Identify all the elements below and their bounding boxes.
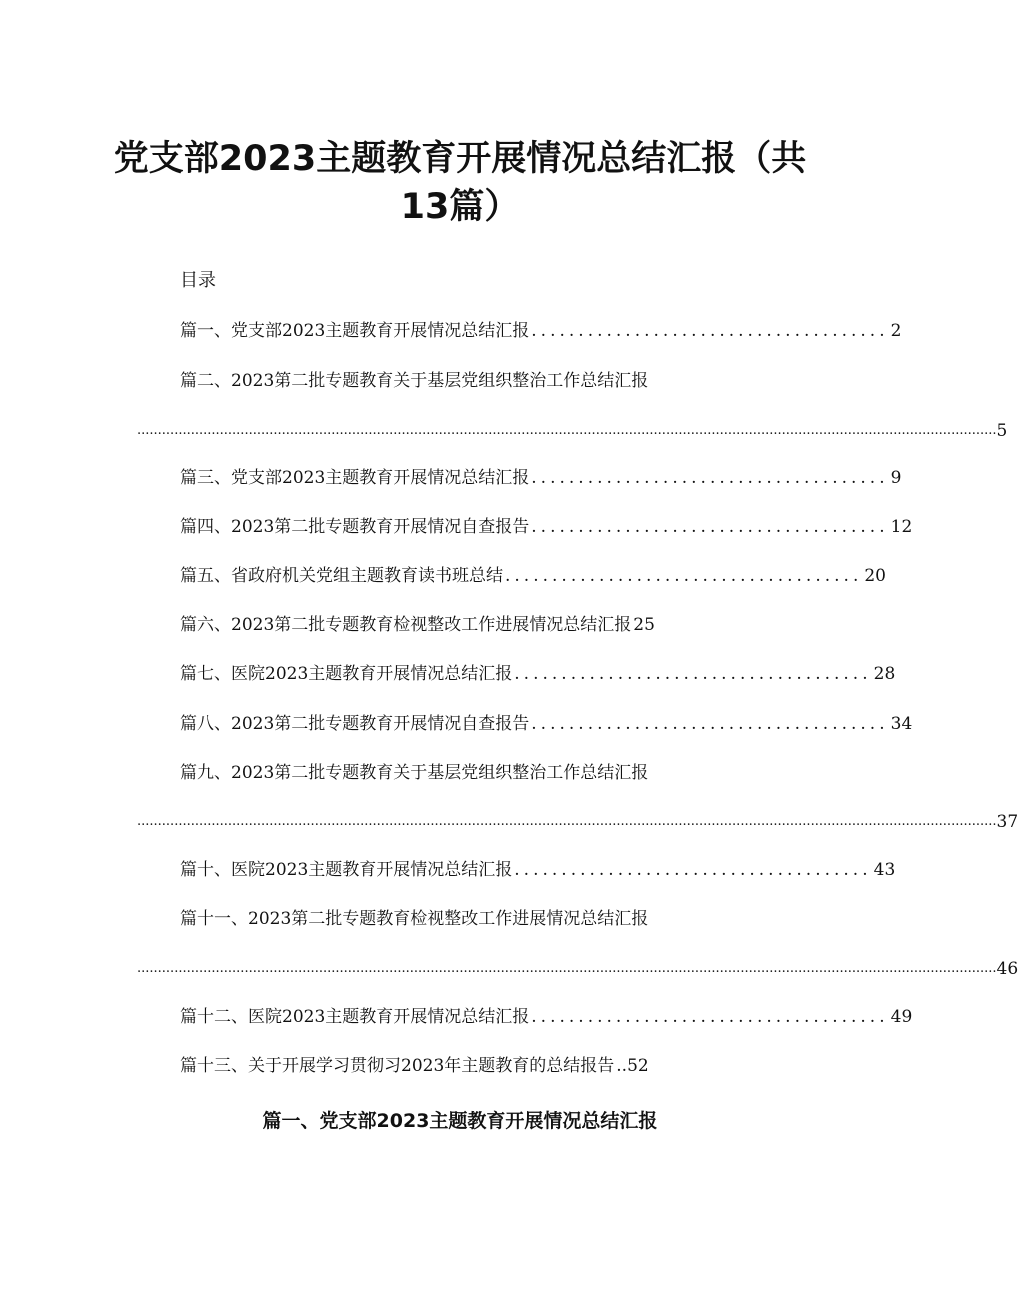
toc-leader-dots: ...................................... bbox=[531, 321, 889, 341]
toc-page-number-value: 52 bbox=[627, 1056, 649, 1076]
toc-entry-label: 篇十一、2023第二批专题教育检视整改工作进展情况总结汇报 bbox=[180, 909, 649, 929]
toc-page-number: 28 bbox=[873, 664, 896, 684]
toc-entry-label: 篇十、医院2023主题教育开展情况总结汇报 bbox=[180, 860, 513, 880]
toc-page-number: 25 bbox=[633, 615, 655, 635]
toc-entry-2-leader-line[interactable] bbox=[137, 418, 1008, 444]
toc-page-number: 43 bbox=[873, 860, 896, 880]
toc-leader-dots: ...................................... bbox=[531, 714, 889, 734]
toc-entry-label: 篇一、党支部2023主题教育开展情况总结汇报 bbox=[180, 321, 530, 341]
toc-entry-6[interactable] bbox=[180, 612, 775, 638]
toc-entry-10[interactable] bbox=[180, 857, 896, 883]
toc-leader-dots: ................................................................................................................................................................................................................ bbox=[137, 961, 997, 976]
toc-entry-label: 篇五、省政府机关党组主题教育读书班总结 bbox=[180, 566, 503, 586]
document-title-line-2: 13篇） bbox=[400, 187, 520, 227]
toc-entry-label: 篇九、2023第二批专题教育关于基层党组织整治工作总结汇报 bbox=[180, 763, 649, 783]
toc-entry-4[interactable] bbox=[180, 514, 913, 540]
toc-entry-2[interactable] bbox=[180, 368, 740, 394]
toc-page-number: ..52 bbox=[616, 1056, 649, 1076]
toc-leader-dots: ...................................... bbox=[505, 566, 863, 586]
toc-page-number: 5 bbox=[996, 421, 1008, 441]
toc-leader-dots: ...................................... bbox=[531, 517, 889, 537]
toc-entry-label: 篇八、2023第二批专题教育开展情况自查报告 bbox=[180, 714, 530, 734]
toc-entry-13[interactable] bbox=[180, 1053, 775, 1079]
toc-entry-label: 篇六、2023第二批专题教育检视整改工作进展情况总结汇报 bbox=[180, 615, 632, 635]
toc-leader-dots: ...................................... bbox=[531, 468, 889, 488]
toc-entry-label: 篇七、医院2023主题教育开展情况总结汇报 bbox=[180, 664, 513, 684]
toc-entry-1[interactable] bbox=[180, 318, 902, 344]
toc-entry-label: 篇三、党支部2023主题教育开展情况总结汇报 bbox=[180, 468, 530, 488]
toc-entry-7[interactable] bbox=[180, 661, 896, 687]
toc-entry-label: 篇十二、医院2023主题教育开展情况总结汇报 bbox=[180, 1007, 530, 1027]
toc-leader-dots: ...................................... bbox=[531, 1007, 889, 1027]
toc-page-number: 34 bbox=[890, 714, 913, 734]
toc-heading: 目录 bbox=[180, 270, 216, 291]
toc-leader-dots: ................................................................................................................................................................................................................ bbox=[137, 423, 997, 438]
toc-page-number: 2 bbox=[890, 321, 902, 341]
toc-leader-dots: ...................................... bbox=[514, 860, 872, 880]
toc-leader-dots: ................................................................................................................................................................................................................ bbox=[137, 814, 997, 829]
toc-page-number: 9 bbox=[890, 468, 902, 488]
toc-entry-8[interactable] bbox=[180, 711, 913, 737]
toc-leader-dots: ...................................... bbox=[514, 664, 872, 684]
toc-page-number: 37 bbox=[996, 812, 1018, 832]
toc-page-number: 46 bbox=[996, 959, 1018, 979]
toc-entry-9[interactable] bbox=[180, 760, 740, 786]
toc-page-number: 20 bbox=[864, 566, 886, 586]
toc-entry-9-leader-line[interactable] bbox=[137, 809, 1018, 835]
toc-entry-3[interactable] bbox=[180, 465, 902, 491]
toc-page-number: 49 bbox=[890, 1007, 913, 1027]
document-title-line-1: 党支部2023主题教育开展情况总结汇报（共 bbox=[113, 139, 807, 179]
toc-entry-11-leader-line[interactable] bbox=[137, 956, 1018, 982]
toc-page-number: 12 bbox=[890, 517, 913, 537]
toc-entry-12[interactable] bbox=[180, 1004, 913, 1030]
toc-entry-5[interactable] bbox=[180, 563, 886, 589]
toc-entry-label: 篇二、2023第二批专题教育关于基层党组织整治工作总结汇报 bbox=[180, 371, 649, 391]
toc-entry-11[interactable] bbox=[180, 906, 740, 932]
toc-entry-label: 篇十三、关于开展学习贯彻习2023年主题教育的总结报告 bbox=[180, 1056, 615, 1076]
toc-entry-label: 篇四、2023第二批专题教育开展情况自查报告 bbox=[180, 517, 530, 537]
section-heading: 篇一、党支部2023主题教育开展情况总结汇报 bbox=[262, 1110, 658, 1132]
